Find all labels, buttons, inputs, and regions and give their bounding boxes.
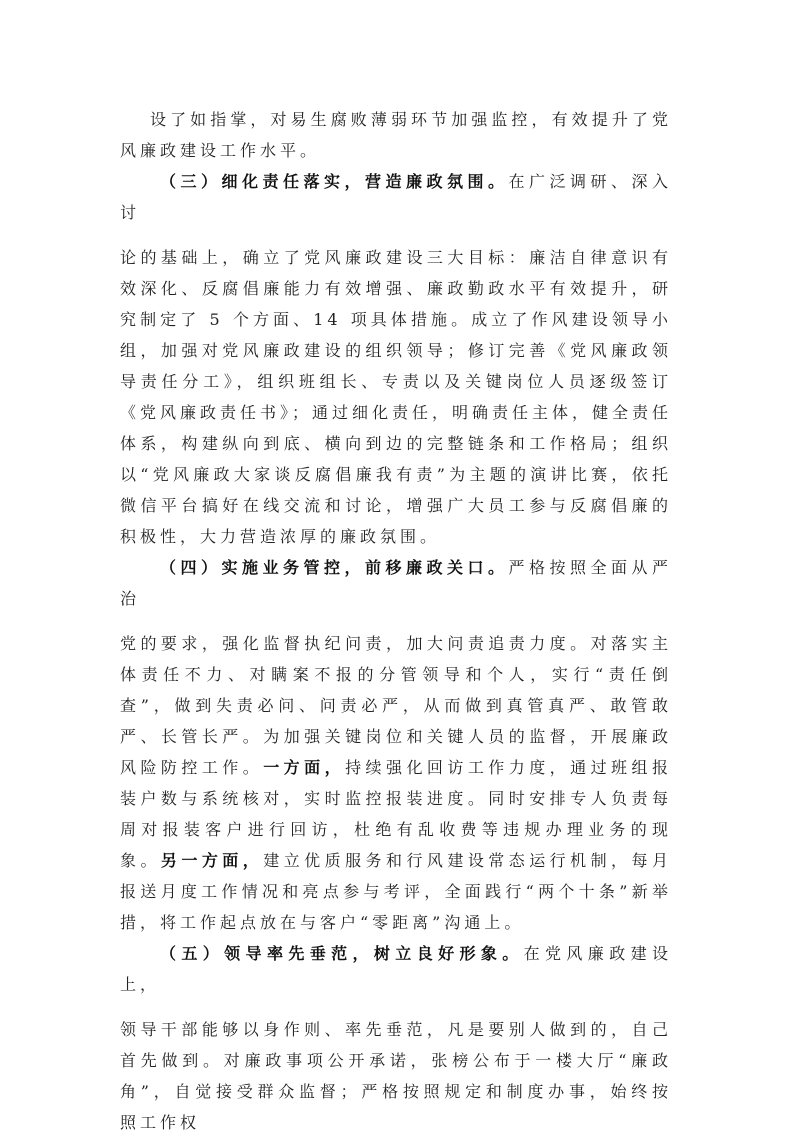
section-four-text-a: 党的要求，强化监督执纪问责，加大问责追责力度。对落实主体责任不力、对瞒案不报的分管领导和个人，实行“责任倒查”，做到失责必问、问责必严，从而做到真管真严、敢管敢严、长管长严。为加强关键岗位和关键人员的监督，开展廉政风险防控工作。 (120, 634, 672, 777)
section-four-text-b: 持续强化回访工作力度，通过班组报装户数与系统核对，实时监控报装进度。同时安排专人负责每周对报装客户进行回访，杜绝有乱收费等违规办理业务的现象。 (120, 758, 672, 870)
section-five-heading-line (120, 938, 672, 1000)
section-three-heading-line (120, 166, 672, 228)
section-five-intro: 在党风廉政建设上， (120, 944, 672, 994)
section-five-title: （五）领导率先垂范，树立良好形象。 (160, 944, 524, 963)
document-body (120, 104, 672, 1138)
section-four-heading-line (120, 552, 672, 614)
section-four-bold-b: 另一方面， (160, 851, 264, 870)
section-four-text-c: 建立优质服务和行风建设常态运行机制，每月报送月度工作情况和亮点参与考评，全面践行“两个十条”新举措，将工作起点放在与客户“零距离”沟通上。 (120, 851, 672, 932)
section-three-body: 论的基础上，确立了党风廉政建设三大目标：廉洁自律意识有效深化、反腐倡廉能力有效增强、廉政勤政水平有效提升，研究制定了 5 个方面、14 项具体措施。成立了作风建设领导小组，加强对党风廉政建设的组织领导；修订完善《党风廉政领导责任分工》，组织班组长、专责以及关键岗位人员逐级签订《党风廉政责任书》；通过细化责任，明确责任主体，健全责任体系，构建纵向到底、横向到边的完整链条和工作格局；组织以“党风廉政大家谈反腐倡廉我有责”为主题的演讲比赛，依托微信平台搞好在线交流和讨论，增强广大员工参与反腐倡廉的积极性，大力营造浓厚的廉政氛围。 (120, 248, 673, 546)
section-five-body: 领导干部能够以身作则、率先垂范，凡是要别人做到的，自己首先做到。对廉政事项公开承诺，张榜公布于一楼大厅“廉政角”，自觉接受群众监督；严格按照规定和制度办事，始终按照工作权 (120, 1020, 672, 1132)
section-four-title: （四）实施业务管控，前移廉政关口。 (160, 558, 509, 577)
paragraph-continued: 设了如指掌，对易生腐败薄弱环节加强监控，有效提升了党风廉政建设工作水平。 (120, 110, 672, 160)
section-four-intro: 严格按照全面从严治 (120, 558, 672, 608)
section-four-body (120, 628, 672, 938)
section-four-bold-a: 一方面， (263, 758, 346, 777)
section-three-title: （三）细化责任落实，营造廉政氛围。 (160, 172, 509, 191)
section-three-intro: 在广泛调研、深入讨 (120, 172, 672, 222)
